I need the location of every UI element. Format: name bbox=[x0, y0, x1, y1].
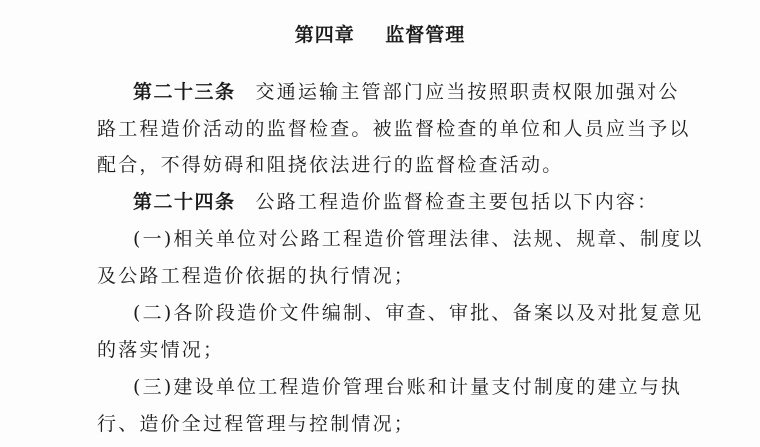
article-24-item-1-line-1: (一)相关单位对公路工程造价管理法律、法规、规章、制度以 bbox=[133, 228, 704, 250]
article-24-item-1-line-2: 及公路工程造价依据的执行情况； bbox=[97, 265, 416, 287]
article-23-line-2: 路工程造价活动的监督检查。被监督检查的单位和人员应当予以 bbox=[97, 118, 691, 140]
article-24-number: 第二十四条 bbox=[133, 191, 236, 213]
article-23-line-1 bbox=[133, 80, 680, 104]
article-23-number: 第二十三条 bbox=[133, 81, 236, 103]
article-23-text-1: 交通运输主管部门应当按照职责权限加强对公 bbox=[255, 81, 680, 103]
article-23-line-3: 配合，不得妨碍和阻挠依法进行的监督检查活动。 bbox=[97, 154, 564, 176]
article-24-item-2-line-1: (二)各阶段造价文件编制、审查、审批、备案以及对批复意见 bbox=[133, 302, 704, 324]
article-24-item-3-line-2: 行、造价全过程管理与控制情况； bbox=[97, 413, 416, 435]
article-24-item-2-line-2: 的落实情况； bbox=[97, 339, 225, 361]
article-24-item-3-line-1: (三)建设单位工程造价管理台账和计量支付制度的建立与执 bbox=[133, 376, 683, 398]
chapter-title: 第四章 监督管理 bbox=[294, 24, 466, 46]
article-24-intro: 公路工程造价监督检查主要包括以下内容： bbox=[255, 191, 659, 213]
article-24-line-1 bbox=[133, 190, 658, 214]
